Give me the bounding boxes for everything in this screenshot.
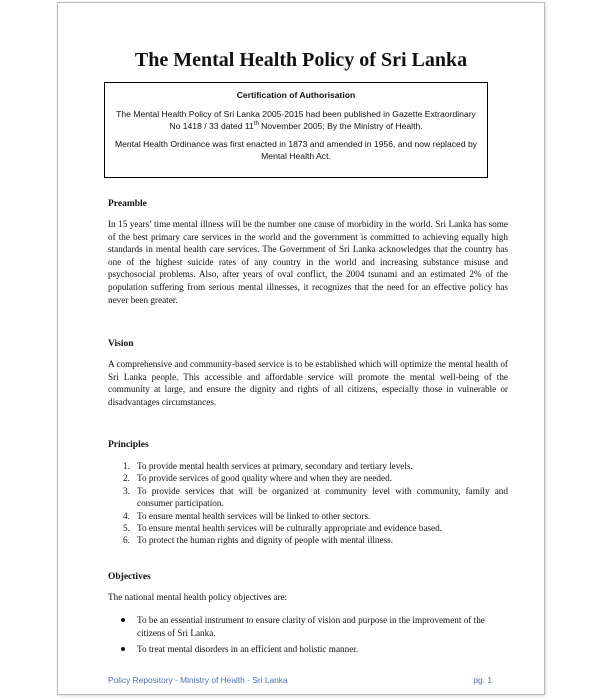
objectives-list xyxy=(108,614,508,660)
certification-text-2: Mental Health Ordinance was first enacted in 1873 and amended in 1956, and now replaced by Mental Health Act. xyxy=(114,139,478,161)
objectives-heading: Objectives xyxy=(108,572,151,582)
certification-text-1-start: The Mental Health Policy of Sri Lanka 2005-2015 had been published in Gazette Extraordinary No 1418 / 33 dated 11 xyxy=(116,109,476,131)
list-item xyxy=(108,534,508,546)
list-item-text: To provide mental health services at primary, secondary and tertiary levels. xyxy=(137,461,413,471)
bullet-icon xyxy=(121,647,125,651)
document-page xyxy=(57,2,545,695)
list-item-text: To protect the human rights and dignity of people with mental illness. xyxy=(137,535,394,546)
list-item-text: To ensure mental health services will be culturally appropriate and evidence based. xyxy=(137,523,442,534)
preamble-heading: Preamble xyxy=(108,199,147,209)
certification-superscript: th xyxy=(253,121,259,128)
vision-text: A comprehensive and community-based service is to be established which will optimize the mental health of Sri Lanka people. This accessible and affordable service will promote the mental well-being of the community at large, and ensure the dignity and rights of all citizens, especially those in vulnerable or disadvantages circumstances. xyxy=(108,359,508,407)
list-item xyxy=(108,522,508,534)
list-number: 6. xyxy=(123,535,130,546)
list-item-text: To be an essential instrument to ensure clarity of vision and purpose in the improvement of the citizens of Sri Lanka. xyxy=(137,615,485,638)
principles-heading: Principles xyxy=(108,440,149,450)
footer-text: Policy Repository - Ministry of Health - Sri Lanka xyxy=(108,675,288,685)
list-item xyxy=(108,460,508,472)
page-footer xyxy=(108,675,492,685)
list-number: 2. xyxy=(123,473,130,484)
bullet-icon xyxy=(121,618,125,622)
certification-box xyxy=(104,82,488,178)
objectives-intro: The national mental health policy objectives are: xyxy=(108,592,288,602)
list-item-text: To treat mental disorders in an efficient and holistic manner. xyxy=(137,644,359,655)
list-number: 4. xyxy=(123,510,130,521)
list-item xyxy=(108,472,508,484)
vision-heading: Vision xyxy=(108,339,134,349)
page-title: The Mental Health Policy of Sri Lanka xyxy=(134,49,468,71)
principles-list xyxy=(108,460,508,547)
list-item xyxy=(108,643,508,656)
list-number: 1. xyxy=(123,461,130,471)
certification-text-1 xyxy=(111,108,481,132)
certification-heading: Certification of Authorisation xyxy=(236,90,356,100)
list-item-text: To provide services of good quality where and when they are needed. xyxy=(137,473,392,484)
list-number: 3. xyxy=(123,485,130,496)
list-item xyxy=(108,614,508,639)
list-item xyxy=(108,510,508,522)
list-item-text: To provide services that will be organized at community level with community, family and consumer participation. xyxy=(137,485,508,509)
certification-text-1-end: November 2005; By the Ministry of Health. xyxy=(258,121,423,131)
list-number: 5. xyxy=(123,523,130,534)
list-item xyxy=(108,485,508,510)
page-number: pg. 1 xyxy=(473,675,492,685)
list-item-text: To ensure mental health services will be linked to other sectors. xyxy=(137,510,371,521)
preamble-text: In 15 years’ time mental illness will be the number one cause of morbidity in the world. Sri Lanka has some of the best primary care services in the world and the government is committed to achieving equally high standards in mental health care services. The Government of Sri Lanka acknowledges that the country has one of the highest suicide rates of any country in the world and increasing substance misuse and psychosocial problems. Also, after years of oval conflict, the 2004 tsunami and an estimated 2% of the population suffering from serious mental illnesses, it recognizes that the need for an effective policy has never been greater. xyxy=(108,219,508,305)
